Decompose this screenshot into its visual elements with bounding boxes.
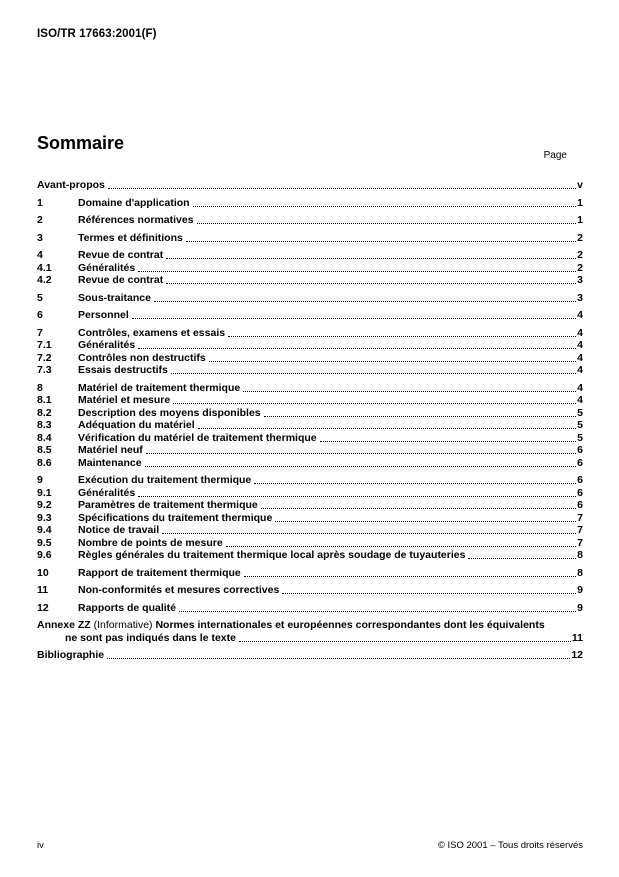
toc-entry bbox=[37, 232, 583, 245]
toc-entry-title: Notice de travail bbox=[78, 524, 160, 536]
toc-dot-leader bbox=[282, 593, 576, 594]
toc-entry-title: Description des moyens disponibles bbox=[78, 406, 261, 419]
toc-annexe-continued bbox=[37, 632, 583, 645]
toc-entry-number: 7 bbox=[37, 326, 43, 339]
toc-entry-number: 8.4 bbox=[37, 431, 52, 444]
toc-group bbox=[37, 474, 583, 562]
toc-entry-title: Spécifications du traitement thermique bbox=[78, 511, 273, 524]
toc-annexe-heading bbox=[37, 619, 583, 632]
toc-entry-page: 4 bbox=[577, 326, 583, 339]
toc-entry-title: Matériel et mesure bbox=[78, 394, 171, 406]
toc-group bbox=[37, 197, 583, 210]
toc-entry-number: 7.3 bbox=[37, 364, 52, 376]
document-reference-header: ISO/TR 17663:2001(F) bbox=[37, 28, 157, 40]
toc-dot-leader bbox=[162, 533, 576, 534]
toc-entry-title: Paramètres de traitement thermique bbox=[78, 499, 258, 511]
toc-entry bbox=[37, 567, 583, 580]
toc-entry-number: 9.6 bbox=[37, 549, 52, 561]
toc-entry-title: Revue de contrat bbox=[78, 274, 164, 286]
toc-group bbox=[37, 309, 583, 322]
toc-entry-page: 11 bbox=[571, 631, 583, 644]
toc-entry-page: 6 bbox=[577, 456, 583, 469]
toc-bibliography bbox=[37, 649, 583, 662]
toc-entry-page: 12 bbox=[571, 649, 583, 661]
toc-entry-page: 9 bbox=[577, 584, 583, 596]
toc-group bbox=[37, 567, 583, 580]
toc-entry bbox=[37, 197, 583, 210]
toc-entry bbox=[37, 487, 583, 500]
toc-entry-page: 8 bbox=[577, 566, 583, 579]
toc-entry bbox=[37, 444, 583, 457]
toc-entry-number: 10 bbox=[37, 566, 49, 579]
toc-entry-page: 5 bbox=[577, 431, 583, 444]
toc-entry-title: Termes et définitions bbox=[78, 231, 183, 244]
toc-group bbox=[37, 232, 583, 245]
toc-entry-page: 4 bbox=[577, 364, 583, 376]
toc-entry-number: 6 bbox=[37, 309, 43, 321]
toc-entry-page: 3 bbox=[577, 274, 583, 286]
toc-entry-title: Généralités bbox=[78, 486, 136, 499]
toc-entry-page: 9 bbox=[577, 601, 583, 614]
toc-entry-page: 2 bbox=[577, 249, 583, 261]
toc-entry-title: Généralités bbox=[78, 339, 136, 351]
toc-entry bbox=[37, 537, 583, 550]
toc-entry-title: Rapport de traitement thermique bbox=[78, 566, 241, 579]
toc-entry-title: Non-conformités et mesures correctives bbox=[78, 584, 280, 596]
toc-entry-number: 9.4 bbox=[37, 524, 52, 536]
toc-entry bbox=[37, 602, 583, 615]
toc-entry-title: Références normatives bbox=[78, 214, 194, 226]
toc-dot-leader bbox=[107, 658, 570, 659]
toc-group bbox=[37, 179, 583, 192]
annexe-qualifier: (Informative) bbox=[93, 619, 153, 631]
toc-group bbox=[37, 602, 583, 615]
toc-entry bbox=[37, 214, 583, 227]
toc-entry bbox=[37, 432, 583, 445]
toc-entry bbox=[37, 292, 583, 305]
toc-entry-page: 6 bbox=[577, 444, 583, 456]
toc-entry bbox=[37, 649, 583, 662]
toc-dot-leader bbox=[138, 271, 576, 272]
toc-entry-number: 8.1 bbox=[37, 394, 52, 406]
annexe-label: Annexe ZZ bbox=[37, 619, 91, 631]
toc-entry-page: 1 bbox=[577, 196, 583, 209]
toc-entry bbox=[37, 584, 583, 597]
toc-entry bbox=[37, 352, 583, 365]
toc-dot-leader bbox=[108, 188, 576, 189]
page-column-label: Page bbox=[543, 150, 567, 161]
toc-entry-page: 7 bbox=[577, 536, 583, 549]
toc-dot-leader bbox=[228, 336, 576, 337]
toc-entry bbox=[37, 262, 583, 275]
toc-group bbox=[37, 584, 583, 597]
toc-entry-page: 2 bbox=[577, 261, 583, 274]
toc-entry-page: v bbox=[577, 179, 583, 191]
toc-entry-number: 7.1 bbox=[37, 339, 52, 351]
toc-entry bbox=[37, 499, 583, 512]
toc-entry-page: 4 bbox=[577, 339, 583, 351]
toc-entry-page: 4 bbox=[577, 351, 583, 364]
toc-entry-title: Revue de contrat bbox=[78, 249, 164, 261]
toc-entry-title: Domaine d'application bbox=[78, 196, 190, 209]
toc-entry-title: Contrôles, examens et essais bbox=[78, 326, 226, 339]
toc-group bbox=[37, 249, 583, 287]
toc-entry-title: Bibliographie bbox=[37, 649, 105, 661]
toc-entry-title: Sous-traitance bbox=[78, 291, 151, 304]
toc-entry-number: 7.2 bbox=[37, 351, 52, 364]
toc-entry-number: 1 bbox=[37, 196, 43, 209]
toc-entry-number: 12 bbox=[37, 601, 49, 614]
toc-list bbox=[37, 179, 583, 662]
toc-entry-page: 6 bbox=[577, 486, 583, 499]
toc-group bbox=[37, 327, 583, 377]
toc-entry-number: 9.3 bbox=[37, 511, 52, 524]
toc-entry-title: Avant-propos bbox=[37, 179, 105, 191]
toc-entry-number: 11 bbox=[37, 584, 49, 596]
toc-entry-number: 3 bbox=[37, 231, 43, 244]
toc-annexe bbox=[37, 619, 583, 644]
toc-entry-title: Règles générales du traitement thermique local après soudage de tuyauteries bbox=[78, 549, 466, 561]
toc-entry-page: 6 bbox=[577, 474, 583, 486]
toc-entry bbox=[37, 419, 583, 432]
toc-entry-title: Maintenance bbox=[78, 456, 142, 469]
toc-dot-leader bbox=[171, 373, 576, 374]
toc-dot-leader bbox=[226, 546, 576, 547]
toc-entry-number: 8 bbox=[37, 381, 43, 394]
toc-entry-number: 8.6 bbox=[37, 456, 52, 469]
toc-entry-page: 4 bbox=[577, 309, 583, 321]
folio-page-number: iv bbox=[37, 840, 44, 851]
toc-entry-page: 3 bbox=[577, 291, 583, 304]
toc-group bbox=[37, 382, 583, 470]
toc-entry bbox=[37, 179, 583, 192]
annexe-title-continued: ne sont pas indiqués dans le texte bbox=[65, 631, 236, 644]
toc-dot-leader bbox=[254, 483, 576, 484]
toc-dot-leader bbox=[138, 496, 576, 497]
toc-dot-leader bbox=[468, 558, 576, 559]
toc-group bbox=[37, 292, 583, 305]
toc-entry-number: 8.3 bbox=[37, 419, 52, 431]
toc-entry bbox=[37, 327, 583, 340]
toc-entry bbox=[37, 274, 583, 287]
toc-entry bbox=[37, 382, 583, 395]
toc-entry-page: 6 bbox=[577, 499, 583, 511]
toc-entry-title: Matériel de traitement thermique bbox=[78, 381, 241, 394]
toc-entry bbox=[37, 339, 583, 352]
toc-entry-title: Rapports de qualité bbox=[78, 601, 177, 614]
toc-dot-leader bbox=[198, 428, 576, 429]
toc-dot-leader bbox=[243, 391, 576, 392]
toc-dot-leader bbox=[320, 441, 577, 442]
toc-dot-leader bbox=[275, 521, 576, 522]
toc-entry-number: 2 bbox=[37, 214, 43, 226]
toc-dot-leader bbox=[244, 576, 576, 577]
toc-entry-page: 4 bbox=[577, 381, 583, 394]
toc-entry-title: Vérification du matériel de traitement thermique bbox=[78, 431, 317, 444]
toc-entry bbox=[37, 512, 583, 525]
toc-entry bbox=[37, 407, 583, 420]
toc-dot-leader bbox=[166, 258, 576, 259]
toc-dot-leader bbox=[166, 283, 576, 284]
toc-entry-page: 7 bbox=[577, 524, 583, 536]
toc-entry-number: 9.2 bbox=[37, 499, 52, 511]
toc-dot-leader bbox=[173, 403, 576, 404]
toc-entry bbox=[37, 457, 583, 470]
toc-entry-number: 8.5 bbox=[37, 444, 52, 456]
toc-entry-page: 8 bbox=[577, 549, 583, 561]
toc-entry-number: 5 bbox=[37, 291, 43, 304]
toc-entry-number: 9.1 bbox=[37, 486, 52, 499]
toc-dot-leader bbox=[179, 611, 576, 612]
toc-entry-title: Matériel neuf bbox=[78, 444, 143, 456]
toc-entry-page: 5 bbox=[577, 406, 583, 419]
toc-entry-title: Essais destructifs bbox=[78, 364, 168, 376]
toc-entry bbox=[37, 364, 583, 377]
page-title: Sommaire bbox=[37, 133, 125, 153]
toc-entry-title: Nombre de points de mesure bbox=[78, 536, 223, 549]
toc-dot-leader bbox=[145, 466, 577, 467]
toc-dot-leader bbox=[138, 348, 576, 349]
toc-dot-leader bbox=[209, 361, 576, 362]
toc-entry-number: 9 bbox=[37, 474, 43, 486]
toc-dot-leader bbox=[154, 301, 576, 302]
toc-entry bbox=[37, 474, 583, 487]
toc-entry-page: 1 bbox=[577, 214, 583, 226]
toc-dot-leader bbox=[239, 641, 571, 642]
toc-dot-leader bbox=[261, 508, 576, 509]
toc-dot-leader bbox=[197, 223, 577, 224]
toc-entry bbox=[37, 394, 583, 407]
toc-entry-number: 9.5 bbox=[37, 536, 52, 549]
toc-entry-page: 7 bbox=[577, 511, 583, 524]
toc-entry-page: 4 bbox=[577, 394, 583, 406]
toc-dot-leader bbox=[193, 206, 577, 207]
toc-dot-leader bbox=[264, 416, 577, 417]
toc-entry-title: Exécution du traitement thermique bbox=[78, 474, 252, 486]
toc-entry-number: 8.2 bbox=[37, 406, 52, 419]
annexe-title: Normes internationales et européennes correspondantes dont les équivalents bbox=[155, 619, 545, 631]
toc-entry-number: 4 bbox=[37, 249, 43, 261]
toc-entry bbox=[37, 309, 583, 322]
toc-entry-number: 4.1 bbox=[37, 261, 52, 274]
toc-entry bbox=[37, 524, 583, 537]
toc-entry-title: Contrôles non destructifs bbox=[78, 351, 206, 364]
toc-entry-page: 2 bbox=[577, 231, 583, 244]
toc-dot-leader bbox=[186, 241, 576, 242]
toc-entry-title: Adéquation du matériel bbox=[78, 419, 195, 431]
toc-entry-number: 4.2 bbox=[37, 274, 52, 286]
toc-entry-page: 5 bbox=[577, 419, 583, 431]
toc-entry-title: Personnel bbox=[78, 309, 129, 321]
toc-entry-title: Généralités bbox=[78, 261, 136, 274]
toc-dot-leader bbox=[132, 318, 576, 319]
toc-dot-leader bbox=[146, 453, 576, 454]
toc-entry bbox=[37, 249, 583, 262]
toc-entry bbox=[37, 549, 583, 562]
toc-group bbox=[37, 214, 583, 227]
copyright-notice: © ISO 2001 – Tous droits réservés bbox=[437, 840, 583, 851]
